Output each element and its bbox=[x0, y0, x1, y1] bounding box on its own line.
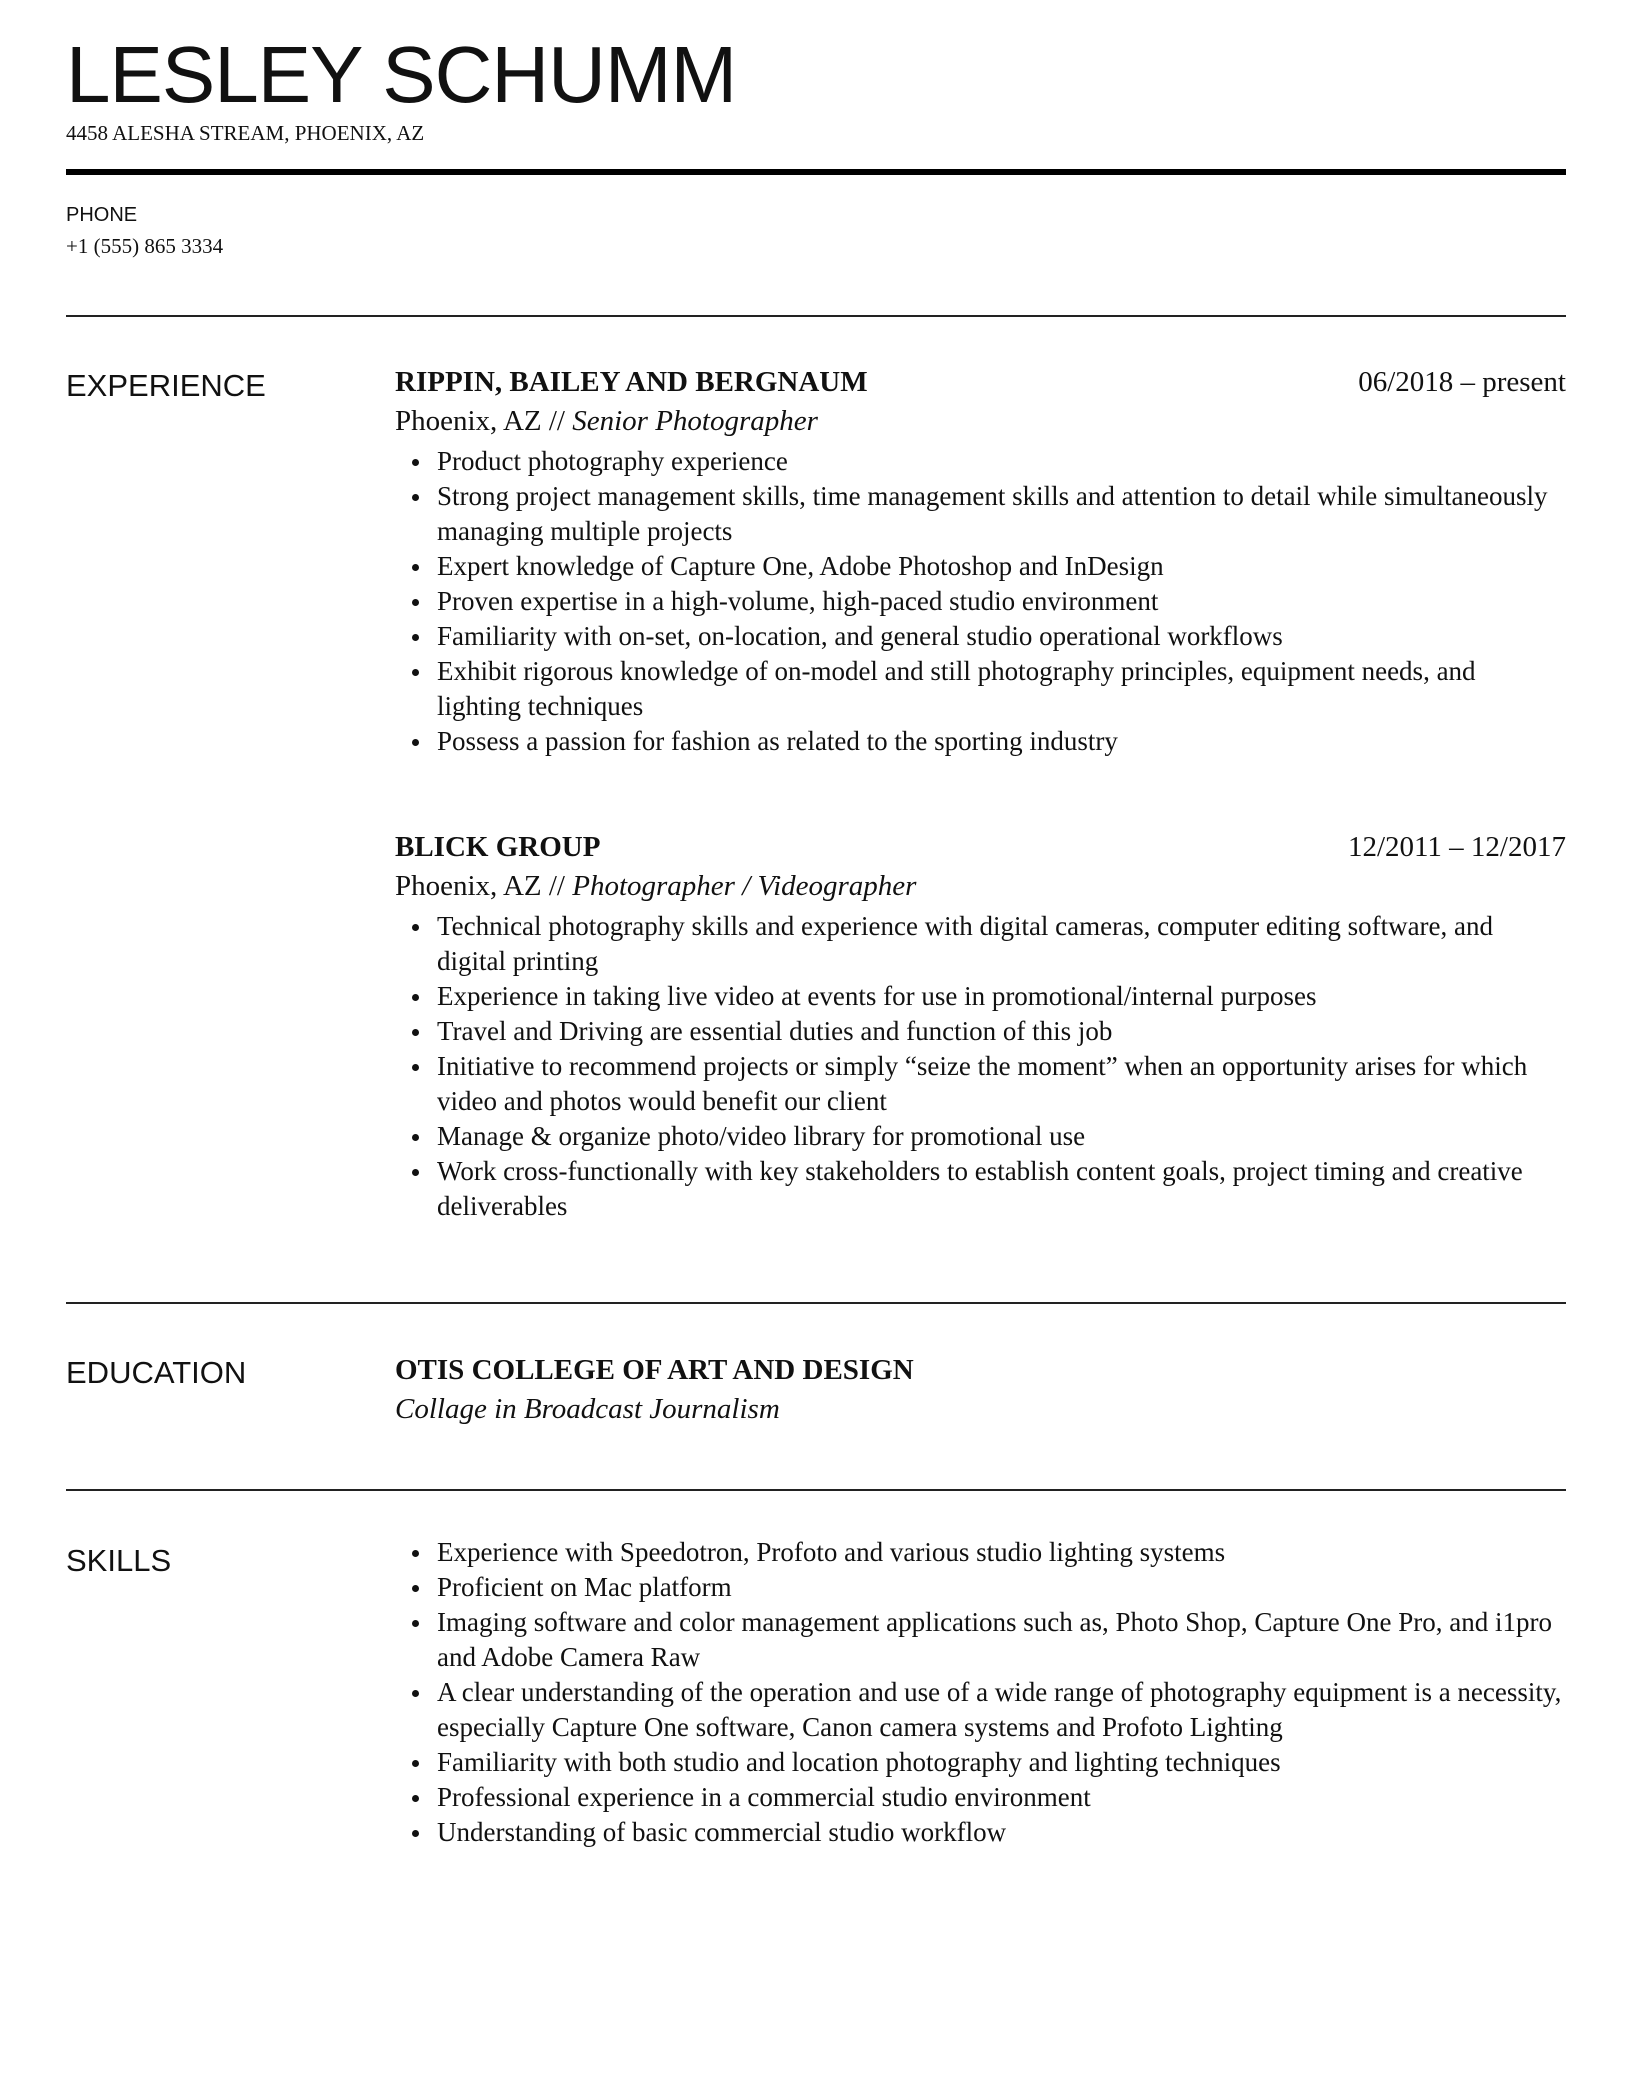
candidate-address: 4458 ALESHA STREAM, PHOENIX, AZ bbox=[66, 121, 425, 145]
experience-job-1 bbox=[395, 364, 1566, 759]
experience-heading: EXPERIENCE bbox=[66, 368, 266, 403]
school-name: OTIS COLLEGE OF ART AND DESIGN bbox=[395, 1354, 914, 1386]
list-item: Familiarity with on-set, on-location, and general studio operational workflows bbox=[437, 619, 1566, 654]
skills-list bbox=[395, 1535, 1566, 1850]
list-item: Proven expertise in a high-volume, high-paced studio environment bbox=[437, 584, 1566, 619]
list-item: Professional experience in a commercial studio environment bbox=[437, 1780, 1566, 1815]
list-item: Expert knowledge of Capture One, Adobe Photoshop and InDesign bbox=[437, 549, 1566, 584]
experience-job-2 bbox=[395, 829, 1566, 1224]
job-company: BLICK GROUP bbox=[395, 831, 601, 863]
job-location: Phoenix, AZ // bbox=[395, 870, 565, 902]
job-dates: 06/2018 – present bbox=[1358, 366, 1566, 398]
skills-heading: SKILLS bbox=[66, 1543, 172, 1578]
list-item: Possess a passion for fashion as related to the sporting industry bbox=[437, 724, 1566, 759]
list-item: Proficient on Mac platform bbox=[437, 1570, 1566, 1605]
list-item: Initiative to recommend projects or simply “seize the moment” when an opportunity arises for which video and photos would benefit our client bbox=[437, 1049, 1566, 1119]
degree: Collage in Broadcast Journalism bbox=[395, 1393, 780, 1425]
job-location-role bbox=[395, 867, 1566, 905]
section-divider bbox=[66, 1302, 1566, 1304]
job-role: Senior Photographer bbox=[572, 405, 818, 437]
list-item: A clear understanding of the operation and use of a wide range of photography equipment is a necessity, especially Capture One software, Canon camera systems and Profoto Lighting bbox=[437, 1675, 1566, 1745]
list-item: Product photography experience bbox=[437, 444, 1566, 479]
list-item: Experience with Speedotron, Profoto and various studio lighting systems bbox=[437, 1535, 1566, 1570]
list-item: Technical photography skills and experience with digital cameras, computer editing software, and digital printing bbox=[437, 909, 1566, 979]
job-location-role bbox=[395, 402, 1566, 440]
list-item: Familiarity with both studio and location photography and lighting techniques bbox=[437, 1745, 1566, 1780]
job-role: Photographer / Videographer bbox=[572, 870, 917, 902]
job-bullets bbox=[395, 909, 1566, 1224]
list-item: Work cross-functionally with key stakeholders to establish content goals, project timing and creative deliverables bbox=[437, 1154, 1566, 1224]
job-company: RIPPIN, BAILEY AND BERGNAUM bbox=[395, 366, 868, 398]
job-dates: 12/2011 – 12/2017 bbox=[1347, 831, 1566, 863]
list-item: Exhibit rigorous knowledge of on-model and still photography principles, equipment needs, and lighting techniques bbox=[437, 654, 1566, 724]
section-divider bbox=[66, 1489, 1566, 1491]
list-item: Manage & organize photo/video library for promotional use bbox=[437, 1119, 1566, 1154]
phone-number: +1 (555) 865 3334 bbox=[66, 234, 224, 258]
phone-label: PHONE bbox=[66, 204, 138, 226]
header-divider bbox=[66, 169, 1566, 175]
list-item: Experience in taking live video at events for use in promotional/internal purposes bbox=[437, 979, 1566, 1014]
list-item: Imaging software and color management applications such as, Photo Shop, Capture One Pro, and i1pro and Adobe Camera Raw bbox=[437, 1605, 1566, 1675]
list-item: Strong project management skills, time management skills and attention to detail while simultaneously managing multiple projects bbox=[437, 479, 1566, 549]
candidate-name: LESLEY SCHUMM bbox=[66, 30, 737, 119]
list-item: Understanding of basic commercial studio workflow bbox=[437, 1815, 1566, 1850]
job-location: Phoenix, AZ // bbox=[395, 405, 565, 437]
job-bullets bbox=[395, 444, 1566, 759]
skills-list-block bbox=[395, 1535, 1566, 1850]
resume-page bbox=[66, 0, 1566, 2098]
section-divider bbox=[66, 315, 1566, 317]
education-heading: EDUCATION bbox=[66, 1355, 247, 1390]
list-item: Travel and Driving are essential duties and function of this job bbox=[437, 1014, 1566, 1049]
education-entry bbox=[395, 1352, 1566, 1428]
